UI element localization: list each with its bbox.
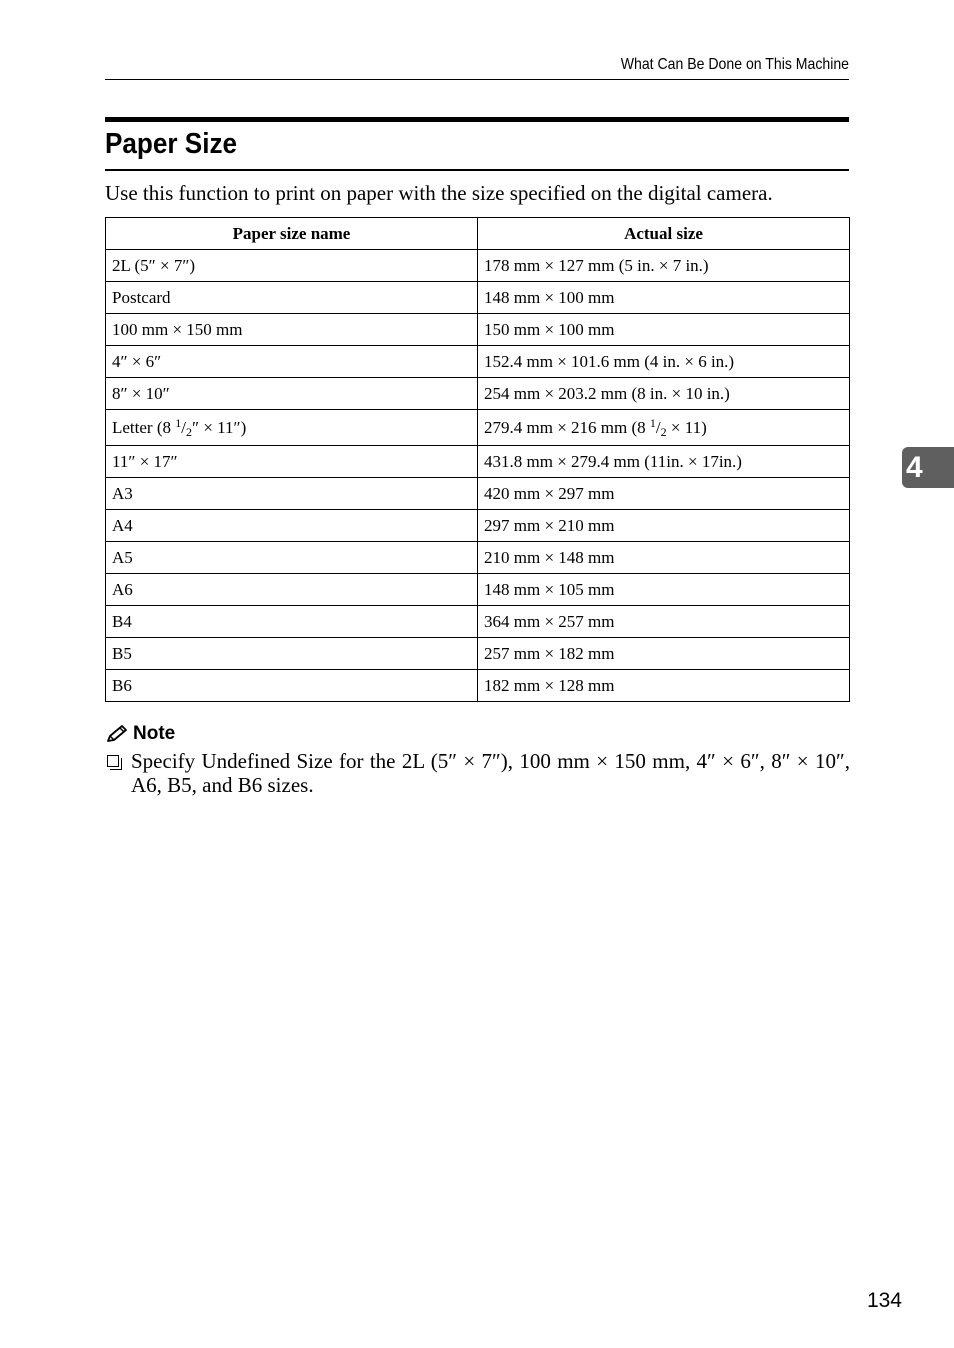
cell-paper-name: Postcard [106, 282, 478, 314]
cell-actual-size: 431.8 mm × 279.4 mm (11in. × 17in.) [478, 446, 850, 478]
checkbox-icon [107, 755, 119, 767]
table-row [106, 510, 850, 542]
column-header-name: Paper size name [106, 218, 478, 250]
fraction-numerator: 1 [175, 415, 182, 430]
title-rule-bottom [105, 169, 849, 171]
cell-actual-size: 254 mm × 203.2 mm (8 in. × 10 in.) [478, 378, 850, 410]
cell-paper-name: 11″ × 17″ [106, 446, 478, 478]
cell-paper-name: A3 [106, 478, 478, 510]
section-title: Paper Size [105, 128, 238, 160]
cell-actual-size: 364 mm × 257 mm [478, 606, 850, 638]
table-row [106, 378, 850, 410]
table-row [106, 606, 850, 638]
note-heading [105, 721, 175, 747]
cell-actual-size: 150 mm × 100 mm [478, 314, 850, 346]
table-row [106, 250, 850, 282]
cell-actual-size: 297 mm × 210 mm [478, 510, 850, 542]
cell-paper-name: B4 [106, 606, 478, 638]
cell-paper-name: B5 [106, 638, 478, 670]
table-row [106, 346, 850, 378]
cell-actual-size: 182 mm × 128 mm [478, 670, 850, 702]
cell-paper-name [106, 410, 478, 446]
cell-paper-name: 100 mm × 150 mm [106, 314, 478, 346]
chapter-tab: 4 [902, 447, 954, 488]
table-row [106, 638, 850, 670]
letter-name-suffix: ″ × 11″) [191, 417, 247, 437]
table-row [106, 446, 850, 478]
cell-actual-size: 148 mm × 100 mm [478, 282, 850, 314]
cell-paper-name: 2L (5″ × 7″) [106, 250, 478, 282]
fraction-slash: / [655, 417, 661, 437]
note-list-item [105, 749, 850, 797]
letter-size-suffix: × 11) [666, 417, 707, 437]
cell-paper-name: B6 [106, 670, 478, 702]
letter-size-prefix: 279.4 mm × 216 mm (8 [484, 417, 650, 437]
table-row [106, 314, 850, 346]
note-label: Note [133, 723, 176, 744]
cell-actual-size: 148 mm × 105 mm [478, 574, 850, 606]
fraction-denominator: 2 [660, 424, 667, 439]
fraction-slash: / [181, 417, 186, 437]
cell-actual-size [478, 410, 850, 446]
title-rule-top [105, 117, 849, 122]
fraction-denominator: 2 [185, 424, 192, 439]
page-number: 134 [866, 1289, 902, 1312]
table-row [106, 574, 850, 606]
note-text: Specify Undefined Size for the 2L (5″ × 7″), 100 mm × 150 mm, 4″ × 6″, 8″ × 10″, A6, B5, and B6 sizes. [131, 749, 850, 797]
cell-actual-size: 257 mm × 182 mm [478, 638, 850, 670]
letter-name-prefix: Letter (8 [112, 417, 176, 437]
table-row [106, 410, 850, 446]
table-header-row [106, 218, 850, 250]
paper-size-table [105, 217, 850, 702]
fraction-numerator: 1 [649, 415, 656, 430]
table-row [106, 478, 850, 510]
cell-actual-size: 178 mm × 127 mm (5 in. × 7 in.) [478, 250, 850, 282]
cell-actual-size: 152.4 mm × 101.6 mm (4 in. × 6 in.) [478, 346, 850, 378]
intro-paragraph: Use this function to print on paper with the size specified on the digital camera. [105, 181, 773, 205]
cell-paper-name: 4″ × 6″ [106, 346, 478, 378]
table-row [106, 542, 850, 574]
table-row [106, 282, 850, 314]
cell-actual-size: 210 mm × 148 mm [478, 542, 850, 574]
pencil-icon [105, 724, 129, 744]
header-rule [105, 79, 849, 80]
running-header: What Can Be Done on This Machine [620, 56, 849, 73]
cell-paper-name: 8″ × 10″ [106, 378, 478, 410]
cell-paper-name: A4 [106, 510, 478, 542]
table-row [106, 670, 850, 702]
column-header-size: Actual size [478, 218, 850, 250]
cell-paper-name: A6 [106, 574, 478, 606]
cell-paper-name: A5 [106, 542, 478, 574]
cell-actual-size: 420 mm × 297 mm [478, 478, 850, 510]
